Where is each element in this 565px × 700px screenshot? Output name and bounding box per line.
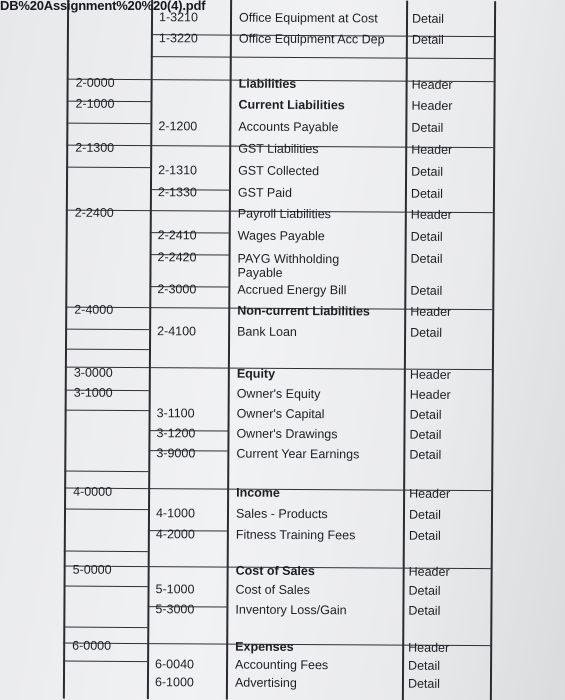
- sub-account-code: 2-3000: [157, 282, 197, 297]
- account-code: 2-2400: [74, 205, 114, 220]
- account-type: Detail: [410, 283, 443, 298]
- sub-account-code: 2-1310: [158, 163, 198, 178]
- account-type: Header: [408, 564, 450, 579]
- account-type: Header: [409, 367, 451, 382]
- account-name: Advertising: [234, 675, 297, 690]
- sub-account-code: 4-2000: [155, 527, 195, 542]
- sub-account-code: 2-1200: [158, 119, 198, 134]
- sub-account-code: 4-1000: [155, 506, 195, 521]
- sub-account-code: 2-1330: [157, 185, 197, 200]
- table-row-rule: [151, 56, 494, 59]
- table-column-rule: [402, 1, 408, 700]
- account-name: Liabilities: [238, 76, 297, 91]
- account-name: Equity: [236, 366, 276, 381]
- sub-account-code: 5-1000: [155, 582, 195, 597]
- account-type: Detail: [410, 186, 443, 201]
- table-row-rule: [64, 509, 148, 511]
- account-code: 2-0000: [75, 75, 115, 90]
- account-name: Bank Loan: [237, 324, 297, 339]
- account-code: 2-4000: [74, 302, 114, 317]
- table-row-rule: [66, 167, 150, 169]
- table-row-rule: [65, 349, 149, 351]
- sub-account-code: 2-2420: [157, 250, 197, 265]
- sub-account-code: 1-3210: [158, 10, 199, 25]
- sub-account-code: 3-9000: [156, 446, 196, 461]
- sub-account-code: 1-3220: [158, 31, 198, 46]
- account-type: Detail: [408, 583, 441, 598]
- account-type: Detail: [407, 676, 440, 691]
- table-row-rule: [65, 410, 149, 412]
- table-row-rule: [64, 471, 148, 473]
- account-name: GST Paid: [237, 185, 292, 200]
- account-name: GST Liabilities: [238, 141, 319, 157]
- account-name: GST Collected: [238, 163, 320, 179]
- account-code: 4-0000: [73, 484, 113, 499]
- account-type: Header: [411, 142, 453, 157]
- account-type: Detail: [408, 658, 441, 673]
- account-type: Header: [411, 77, 453, 92]
- account-type: Detail: [411, 32, 444, 47]
- account-code: 2-1300: [75, 140, 115, 155]
- account-name: Accounting Fees: [235, 657, 329, 673]
- account-type: Header: [408, 640, 450, 655]
- account-code: 5-0000: [72, 562, 112, 577]
- account-name: Owner's Equity: [236, 386, 321, 402]
- table-row-rule: [64, 586, 148, 588]
- account-code: 3-1000: [73, 385, 113, 400]
- account-type: Header: [409, 387, 451, 402]
- account-type: Header: [411, 98, 453, 113]
- sub-account-code: 6-0040: [155, 657, 195, 672]
- account-type: Detail: [409, 407, 442, 422]
- account-type: Detail: [410, 251, 443, 266]
- account-name: Current Liabilities: [238, 97, 345, 113]
- table-row-rule: [63, 627, 147, 629]
- account-type: Header: [409, 486, 451, 501]
- sub-account-code: 2-4100: [157, 324, 197, 339]
- account-type: Detail: [408, 507, 442, 522]
- account-type: Detail: [409, 427, 442, 442]
- table-row-rule: [66, 123, 150, 125]
- account-name: Cost of Sales: [235, 582, 310, 598]
- account-name: Expenses: [235, 639, 294, 654]
- sub-account-code: 3-1200: [156, 426, 196, 441]
- account-code: 3-0000: [73, 365, 113, 380]
- account-name: Office Equipment Acc Dep: [238, 31, 385, 47]
- table-row-rule: [64, 551, 148, 553]
- account-name: Accounts Payable: [238, 119, 339, 135]
- table-column-rule: [226, 0, 232, 700]
- account-name: Income: [236, 485, 280, 500]
- sub-account-code: 2-2410: [157, 228, 197, 243]
- account-name: Cost of Sales: [235, 563, 315, 579]
- account-type: Detail: [410, 229, 443, 244]
- account-name: Office Equipment at Cost: [238, 10, 378, 26]
- account-name: Owner's Capital: [236, 406, 325, 422]
- account-name: Owner's Drawings: [236, 426, 338, 442]
- account-name: Non-current Liabilities: [237, 303, 370, 319]
- account-type: Detail: [409, 447, 442, 462]
- account-type: Detail: [410, 325, 443, 340]
- account-type: Detail: [411, 164, 444, 179]
- account-name: Inventory Loss/Gain: [235, 602, 347, 618]
- account-type: Detail: [411, 120, 444, 135]
- account-name: Wages Payable: [237, 228, 325, 244]
- account-type: Detail: [408, 528, 441, 543]
- account-type: Header: [410, 207, 452, 222]
- account-type: Detail: [408, 603, 441, 618]
- sub-account-code: 3-1100: [156, 406, 195, 421]
- account-code: 6-0000: [72, 638, 112, 653]
- account-type: Detail: [411, 11, 445, 26]
- table-column-rule: [490, 1, 496, 700]
- account-code: 2-1000: [75, 96, 115, 111]
- account-name: Payroll Liabilities: [237, 206, 331, 222]
- account-name: Sales - Products: [235, 506, 328, 522]
- document-title: DB%20Assignment%20%20(4).pdf: [0, 0, 206, 13]
- table-row-rule: [65, 329, 149, 331]
- account-name: Current Year Earnings: [236, 446, 360, 462]
- account-name: PAYG Withholding Payable: [237, 251, 340, 280]
- table-row-rule: [63, 661, 147, 663]
- account-type: Header: [410, 304, 452, 319]
- sub-account-code: 5-3000: [155, 602, 195, 617]
- account-name: Accrued Energy Bill: [237, 282, 347, 298]
- account-name: Fitness Training Fees: [235, 527, 356, 543]
- sub-account-code: 6-1000: [154, 675, 194, 690]
